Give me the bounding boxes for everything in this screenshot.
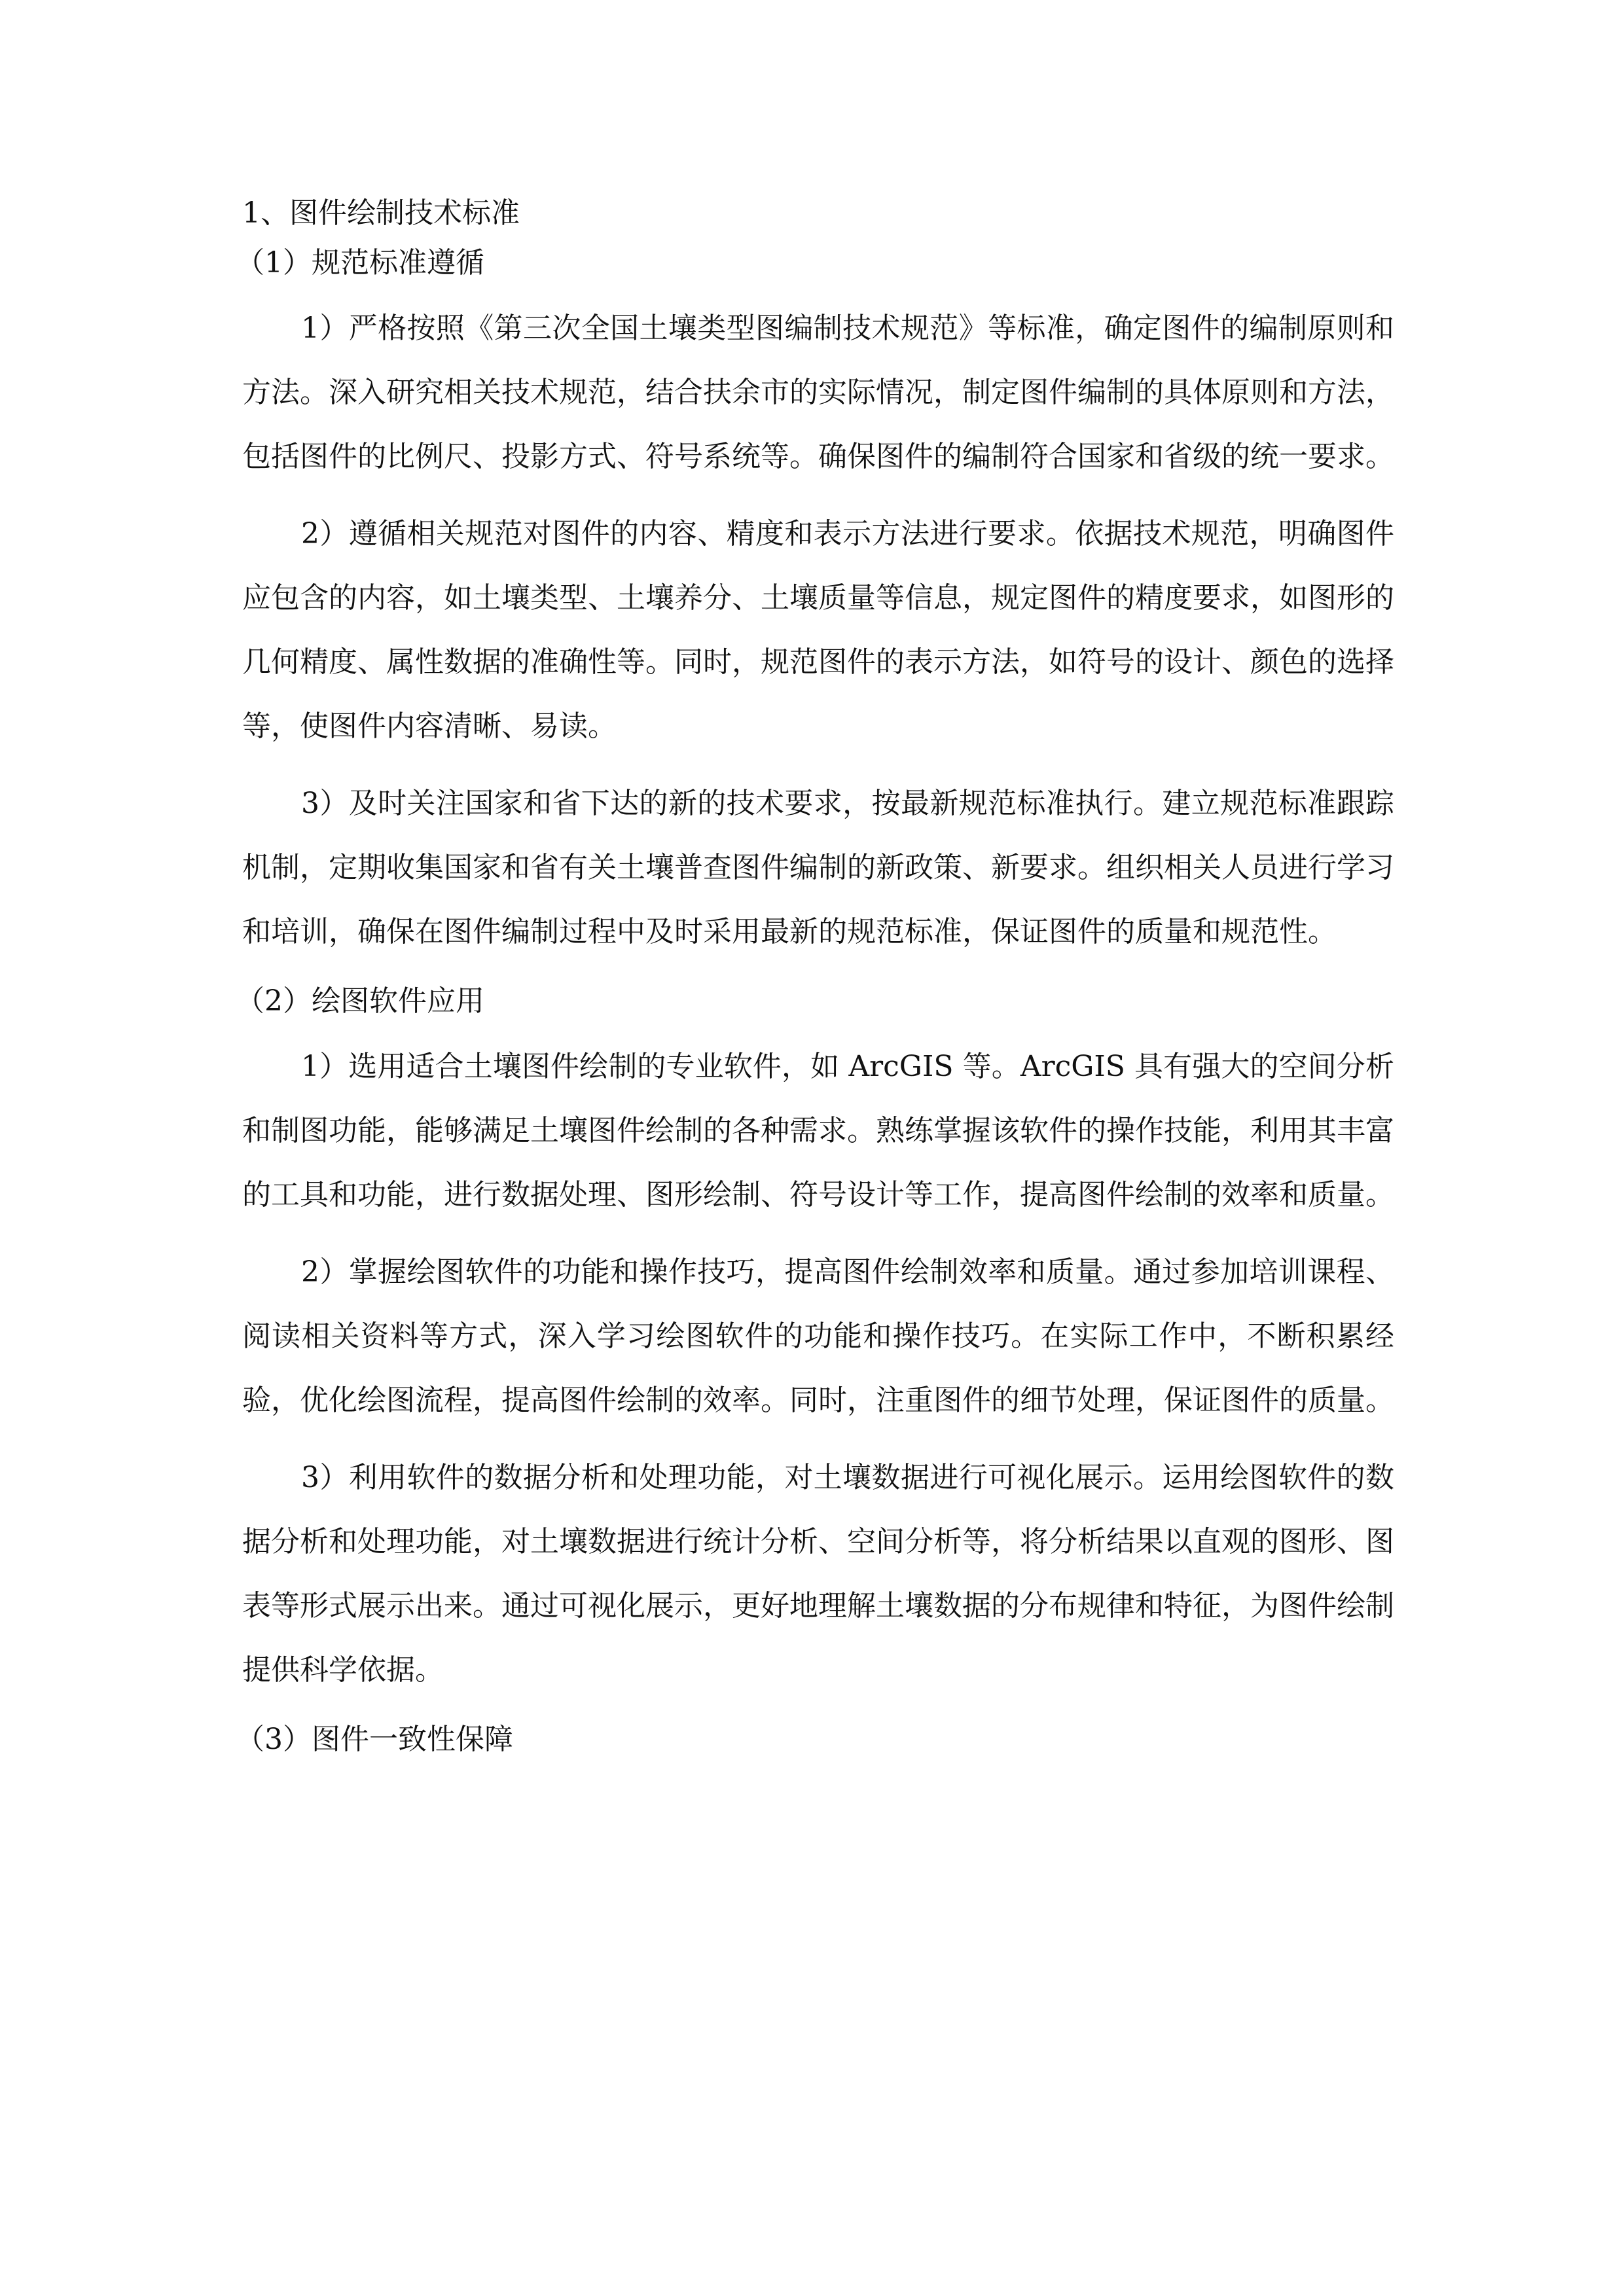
spacer xyxy=(242,283,1394,296)
subsection-heading-1: （1）规范标准遵循 xyxy=(236,246,484,279)
subsection-heading-3: （3）图件一致性保障 xyxy=(236,1723,513,1756)
document-body xyxy=(236,193,1394,1760)
paragraph-1-3: 3）及时关注国家和省下达的新的技术要求，按最新规范标准执行。建立规范标准跟踪机制，定期收集国家和省有关土壤普查图件编制的新政策、新要求。组织相关人员进行学习和培训，确保在图件编制过程中及时采用最新的规范标准，保证图件的质量和规范性。 xyxy=(242,787,1394,948)
spacer xyxy=(242,1433,1394,1446)
paragraph-1-2: 2）遵循相关规范对图件的内容、精度和表示方法进行要求。依据技术规范，明确图件应包含的内容，如土壤类型、土壤养分、土壤质量等信息，规定图件的精度要求，如图形的几何精度、属性数据的准确性等。同时，规范图件的表示方法，如符号的设计、颜色的选择等，使图件内容清晰、易读。 xyxy=(242,517,1394,743)
subsection-heading-2: （2）绘图软件应用 xyxy=(236,984,484,1018)
spacer xyxy=(242,1022,1394,1035)
spacer xyxy=(242,964,1394,981)
spacer xyxy=(242,759,1394,772)
paragraph-2-1: 1）选用适合土壤图件绘制的专业软件，如 ArcGIS 等。ArcGIS 具有强大的空间分析和制图功能，能够满足土壤图件绘制的各种需求。熟练掌握该软件的操作技能，利用其丰富的工具和功能，进行数据处理、图形绘制、符号设计等工作，提高图件绘制的效率和质量。 xyxy=(242,1050,1394,1211)
section-title: 1、图件绘制技术标准 xyxy=(242,196,520,230)
spacer xyxy=(242,489,1394,502)
spacer xyxy=(242,1702,1394,1719)
paragraph-2-2: 2）掌握绘图软件的功能和操作技巧，提高图件绘制效率和质量。通过参加培训课程、阅读相关资料等方式，深入学习绘图软件的功能和操作技巧。在实际工作中，不断积累经验，优化绘图流程，提高图件绘制的效率。同时，注重图件的细节处理，保证图件的质量。 xyxy=(242,1255,1394,1417)
spacer xyxy=(242,234,1394,243)
spacer xyxy=(242,1227,1394,1240)
paragraph-1-1: 1）严格按照《第三次全国土壤类型图编制技术规范》等标准，确定图件的编制原则和方法。深入研究相关技术规范，结合扶余市的实际情况，制定图件编制的具体原则和方法，包括图件的比例尺、投影方式、符号系统等。确保图件的编制符合国家和省级的统一要求。 xyxy=(242,312,1394,473)
paragraph-2-3: 3）利用软件的数据分析和处理功能，对土壤数据进行可视化展示。运用绘图软件的数据分析和处理功能，对土壤数据进行统计分析、空间分析等，将分析结果以直观的图形、图表等形式展示出来。通过可视化展示，更好地理解土壤数据的分布规律和特征，为图件绘制提供科学依据。 xyxy=(242,1461,1394,1687)
